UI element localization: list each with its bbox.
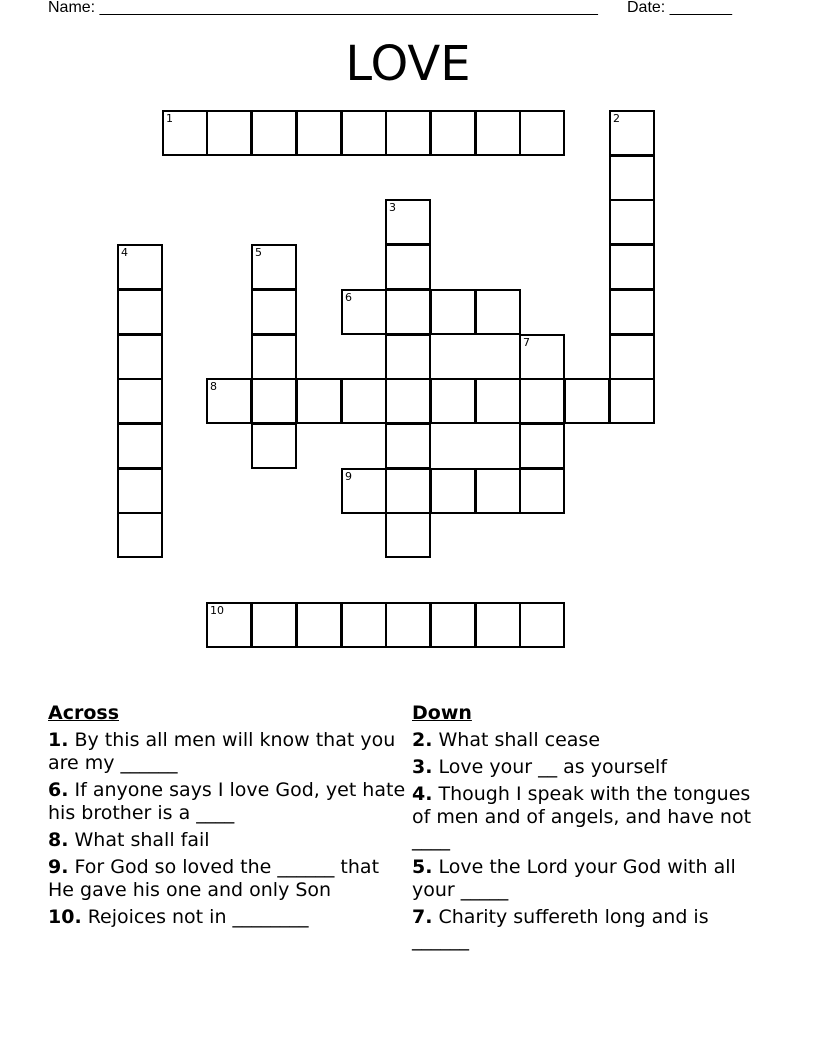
clue-number: 8 [210, 380, 217, 393]
crossword-cell[interactable] [519, 468, 565, 514]
crossword-cell[interactable] [609, 334, 655, 380]
clue-number: 6 [345, 291, 352, 304]
crossword-cell[interactable] [519, 334, 565, 380]
clue-number: 7 [523, 336, 530, 349]
crossword-cell[interactable] [117, 244, 163, 290]
crossword-cell[interactable] [341, 378, 387, 424]
crossword-cell[interactable] [564, 378, 610, 424]
crossword-cell[interactable] [117, 423, 163, 469]
crossword-cell[interactable] [117, 512, 163, 558]
crossword-cell[interactable] [251, 602, 297, 648]
clue-text: If anyone says I love God, yet hate his brother is a ____ [48, 779, 406, 824]
date-label: Date: [627, 0, 666, 16]
clue-text: For God so loved the ______ that He gave his one and only Son [48, 856, 380, 901]
crossword-cell[interactable] [475, 602, 521, 648]
crossword-cell[interactable] [430, 110, 476, 156]
crossword-cell[interactable] [117, 334, 163, 380]
clue-number-label: 9. [48, 856, 69, 878]
clue-text: Love the Lord your God with all your _____ [412, 856, 736, 901]
clue-number: 3 [389, 201, 396, 214]
crossword-cell[interactable] [519, 423, 565, 469]
crossword-cell[interactable] [117, 468, 163, 514]
clue-number-label: 10. [48, 906, 82, 928]
crossword-cell[interactable] [206, 378, 252, 424]
down-clue [412, 756, 752, 779]
name-label: Name: [48, 0, 96, 16]
crossword-cell[interactable] [251, 244, 297, 290]
crossword-cell[interactable] [430, 378, 476, 424]
down-clue [412, 856, 752, 902]
crossword-cell[interactable] [206, 110, 252, 156]
crossword-cell[interactable] [341, 602, 387, 648]
crossword-cell[interactable] [385, 423, 431, 469]
across-clues [48, 702, 408, 933]
crossword-cell[interactable] [251, 289, 297, 335]
across-clue-list [48, 729, 408, 929]
crossword-cell[interactable] [385, 334, 431, 380]
crossword-cell[interactable] [519, 110, 565, 156]
crossword-cell[interactable] [385, 199, 431, 245]
name-blank-line[interactable]: ________________________________________________________ [99, 0, 598, 16]
crossword-cell[interactable] [341, 289, 387, 335]
crossword-cell[interactable] [475, 378, 521, 424]
crossword-cell[interactable] [341, 468, 387, 514]
clue-number-label: 5. [412, 856, 433, 878]
across-heading: Across [48, 702, 120, 724]
crossword-cell[interactable] [609, 289, 655, 335]
crossword-cell[interactable] [519, 602, 565, 648]
crossword-cell[interactable] [117, 289, 163, 335]
clue-text: What shall fail [68, 829, 210, 851]
crossword-cell[interactable] [430, 468, 476, 514]
crossword-cell[interactable] [475, 110, 521, 156]
crossword-cell[interactable] [385, 244, 431, 290]
clue-number: 1 [166, 112, 173, 125]
crossword-cell[interactable] [430, 602, 476, 648]
crossword-cell[interactable] [341, 110, 387, 156]
crossword-cell[interactable] [609, 199, 655, 245]
down-clues [412, 702, 752, 956]
crossword-cell[interactable] [251, 423, 297, 469]
crossword-cell[interactable] [206, 602, 252, 648]
crossword-cell[interactable] [296, 602, 342, 648]
clue-number-label: 3. [412, 756, 433, 778]
crossword-cell[interactable] [475, 468, 521, 514]
across-clue [48, 906, 408, 929]
clue-text: Love your __ as yourself [432, 756, 668, 778]
crossword-cell[interactable] [162, 110, 208, 156]
crossword-cell[interactable] [385, 378, 431, 424]
clue-number: 4 [121, 246, 128, 259]
clue-number: 9 [345, 470, 352, 483]
down-clue [412, 729, 752, 752]
clue-number-label: 1. [48, 729, 69, 751]
crossword-cell[interactable] [430, 289, 476, 335]
crossword-cell[interactable] [385, 468, 431, 514]
across-clue [48, 856, 408, 902]
crossword-cell[interactable] [117, 378, 163, 424]
crossword-cell[interactable] [251, 334, 297, 380]
clue-number-label: 7. [412, 906, 433, 928]
clue-number: 2 [613, 112, 620, 125]
crossword-cell[interactable] [296, 110, 342, 156]
crossword-cell[interactable] [385, 602, 431, 648]
crossword-cell[interactable] [385, 512, 431, 558]
clue-number-label: 6. [48, 779, 69, 801]
clue-text: Charity suffereth long and is ______ [412, 906, 709, 951]
crossword-cell[interactable] [609, 244, 655, 290]
down-clue [412, 783, 752, 852]
crossword-cell[interactable] [475, 289, 521, 335]
clue-text: What shall cease [432, 729, 601, 751]
clue-text: By this all men will know that you are my ______ [48, 729, 396, 774]
crossword-cell[interactable] [251, 378, 297, 424]
clue-number: 5 [255, 246, 262, 259]
across-clue [48, 829, 408, 852]
crossword-cell[interactable] [609, 155, 655, 201]
across-clue [48, 779, 408, 825]
across-clue [48, 729, 408, 775]
crossword-cell[interactable] [385, 110, 431, 156]
crossword-cell[interactable] [251, 110, 297, 156]
clue-number-label: 2. [412, 729, 433, 751]
crossword-cell[interactable] [609, 378, 655, 424]
clue-text: Though I speak with the tongues of men and of angels, and have not ____ [412, 783, 752, 851]
crossword-cell[interactable] [385, 289, 431, 335]
clue-number-label: 8. [48, 829, 69, 851]
crossword-cell[interactable] [609, 110, 655, 156]
down-clue-list [412, 729, 752, 952]
crossword-cell[interactable] [519, 378, 565, 424]
puzzle-title: LOVE [345, 36, 471, 92]
clue-number-label: 4. [412, 783, 433, 805]
clue-text: Rejoices not in ________ [81, 906, 309, 928]
down-clue [412, 906, 752, 952]
crossword-cell[interactable] [296, 378, 342, 424]
clue-number: 10 [210, 604, 224, 617]
date-blank-line[interactable]: _______ [669, 0, 732, 16]
down-heading: Down [412, 702, 472, 724]
